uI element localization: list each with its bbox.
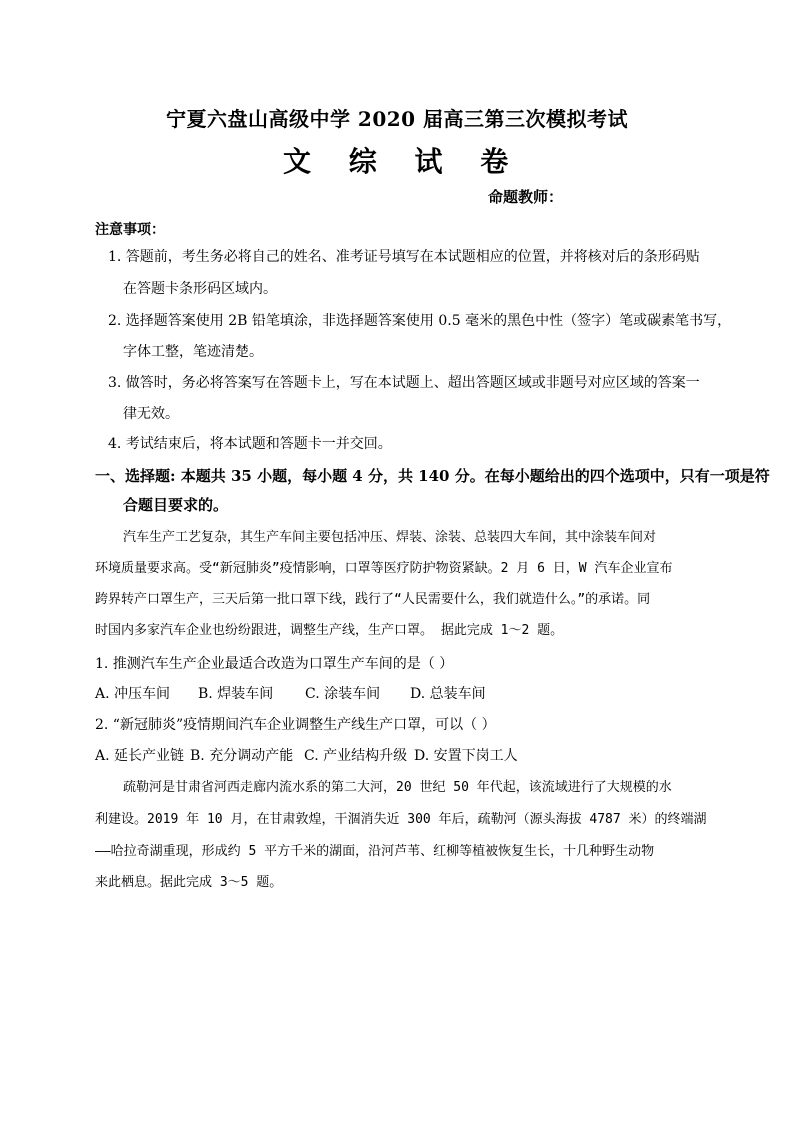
notes-line: 3. 做答时，务必将答案写在答题卡上，写在本试题上、超出答题区域或非题号对应区域的答案一	[108, 375, 700, 391]
q1-option-a: A. 冲压车间	[95, 686, 171, 702]
passage-line: 利建设。2019 年 10 月，在甘肃敦煌，干涸消失近 300 年后，疏勒河（源头海拔 4787 米）的终端湖	[95, 812, 707, 827]
passage-line: 来此栖息。据此完成 3～5 题。	[95, 875, 283, 890]
teacher-label: 命题教师：	[488, 188, 564, 206]
q2-option-a: A. 延长产业链	[95, 748, 185, 764]
q1-option-b: B. 焊装车间	[198, 686, 274, 702]
question-1-stem: 1. 推测汽车生产企业最适合改造为口罩生产车间的是（ ）	[95, 656, 454, 672]
notes-heading: 注意事项：	[95, 222, 165, 238]
notes-line: 在答题卡条形码区域内。	[123, 281, 277, 297]
section-heading-cont: 合题目要求的。	[123, 496, 229, 514]
q1-option-c: C. 涂装车间	[305, 686, 381, 702]
notes-line: 2. 选择题答案使用 2B 铅笔填涂，非选择题答案使用 0.5 毫米的黑色中性（签字）笔或碳素笔书写，	[108, 313, 732, 329]
q2-option-c: C. 产业结构升级	[304, 748, 408, 764]
question-2-stem: 2. “新冠肺炎”疫情期间汽车企业调整生产线生产口罩，可以（ ）	[95, 717, 496, 733]
exam-subtitle: 文 综 试 卷	[283, 145, 523, 178]
notes-line: 4. 考试结束后，将本试题和答题卡一并交回。	[108, 436, 392, 452]
passage-line: 时国内多家汽车企业也纷纷跟进，调整生产线，生产口罩。 据此完成 1～2 题。	[95, 623, 564, 638]
notes-line: 律无效。	[123, 406, 179, 422]
exam-title: 宁夏六盘山高级中学 2020 届高三第三次模拟考试	[165, 107, 629, 131]
passage-line: 汽车生产工艺复杂，其生产车间主要包括冲压、焊装、涂装、总装四大车间，其中涂装车间对	[123, 530, 657, 545]
q1-option-d: D. 总装车间	[410, 686, 486, 702]
passage-line: 环境质量要求高。受“新冠肺炎”疫情影响，口罩等医疗防护物资紧缺。2 月 6 日，W 汽车企业宣布	[95, 561, 673, 576]
q2-option-d: D. 安置下岗工人	[414, 748, 518, 764]
notes-line: 字体工整，笔迹清楚。	[123, 344, 263, 360]
q2-option-b: B. 充分调动产能	[190, 748, 294, 764]
section-heading: 一、选择题: 本题共 35 小题，每小题 4 分，共 140 分。在每小题给出的四个选项中，只有一项是符	[95, 467, 770, 485]
notes-line: 1. 答题前，考生务必将自己的姓名、准考证号填写在本试题相应的位置，并将核对后的条形码贴	[108, 249, 700, 265]
passage-line: ——哈拉奇湖重现，形成约 5 平方千米的湖面，沿河芦苇、红柳等植被恢复生长，十几种野生动物	[95, 844, 655, 859]
passage-line: 疏勒河是甘肃省河西走廊内流水系的第二大河，20 世纪 50 年代起，该流域进行了大规模的水	[123, 780, 672, 795]
passage-line: 跨界转产口罩生产，三天后第一批口罩下线，践行了“人民需要什么，我们就造什么。”的承诺。同	[95, 592, 651, 607]
